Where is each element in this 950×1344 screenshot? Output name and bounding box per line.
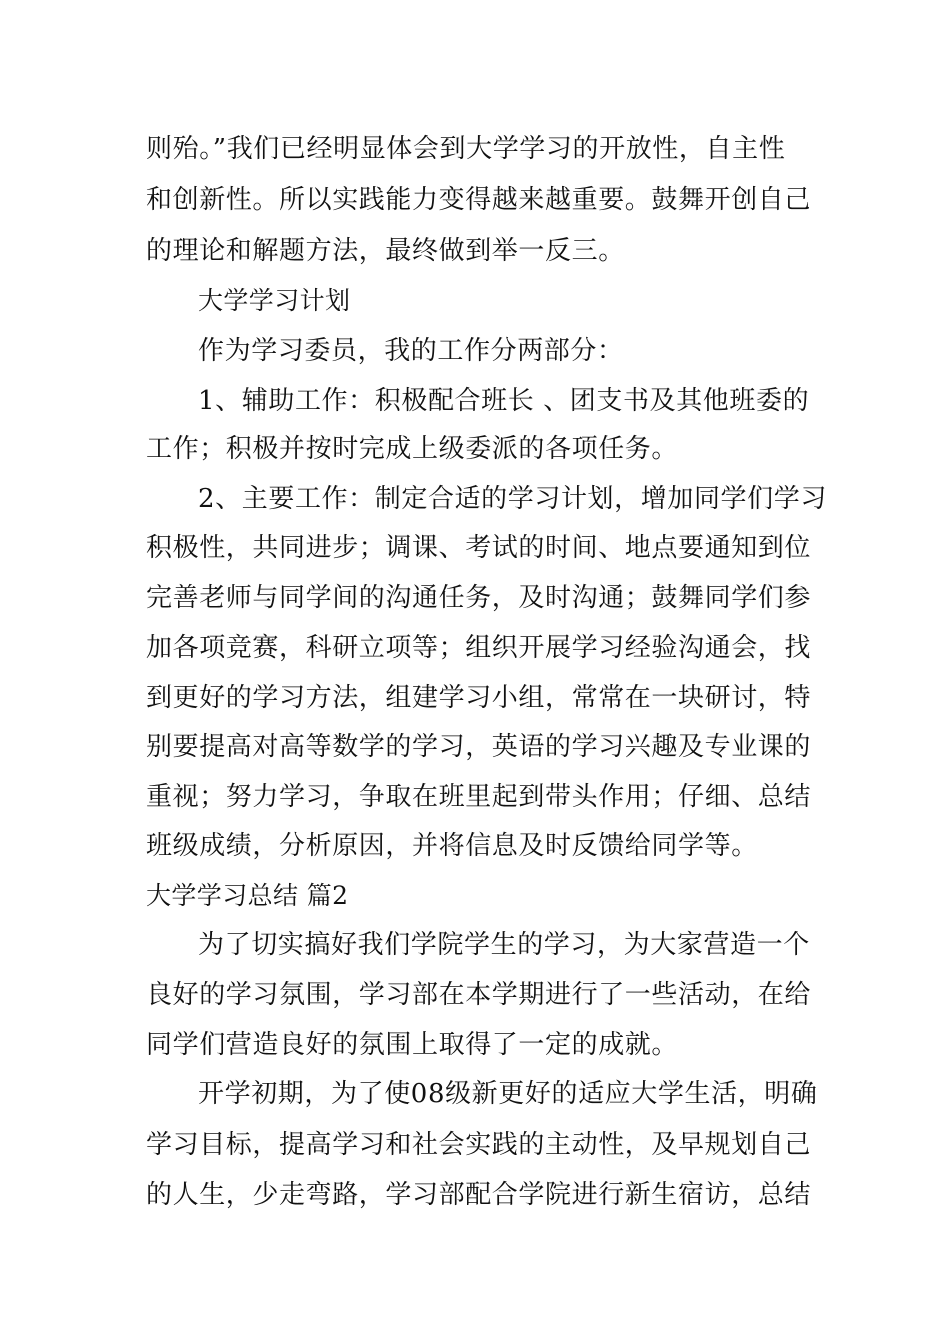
text-line: 和创新性。所以实践能力变得越来越重要。鼓舞开创自己 xyxy=(146,185,812,215)
text-line: 为了切实搞好我们学院学生的学习，为大家营造一个 xyxy=(198,930,810,960)
text-line: 积极性，共同进步；调课、考试的时间、地点要通知到位 xyxy=(146,533,812,563)
text-line: 的理论和解题方法，最终做到举一反三。 xyxy=(146,236,625,266)
text-line: 班级成绩，分析原因，并将信息及时反馈给同学等。 xyxy=(146,831,758,861)
text-line: 别要提高对高等数学的学习，英语的学习兴趣及专业课的 xyxy=(146,732,812,762)
text-line: 同学们营造良好的氛围上取得了一定的成就。 xyxy=(146,1030,679,1060)
text-line: 加各项竞赛，科研立项等；组织开展学习经验沟通会，找 xyxy=(146,633,812,663)
text-line: 工作；积极并按时完成上级委派的各项任务。 xyxy=(146,434,679,464)
text-line: 完善老师与同学间的沟通任务，及时沟通；鼓舞同学们参 xyxy=(146,583,812,613)
text-line: 良好的学习氛围，学习部在本学期进行了一些活动，在给 xyxy=(146,980,812,1010)
text-line: 1、辅助工作：积极配合班长 、团支书及其他班委的 xyxy=(198,386,810,416)
text-line: 到更好的学习方法，组建学习小组，常常在一块研讨，特 xyxy=(146,683,812,713)
text-line: 的人生，少走弯路，学习部配合学院进行新生宿访，总结 xyxy=(146,1180,812,1210)
text-line: 重视；努力学习，争取在班里起到带头作用；仔细、总结 xyxy=(146,782,812,812)
section-heading: 大学学习计划 xyxy=(198,286,351,315)
text-line: 则殆。”我们已经明显体会到大学学习的开放性，自主性 xyxy=(146,134,786,164)
text-line: 开学初期，为了使08级新更好的适应大学生活，明确 xyxy=(198,1079,818,1109)
text-line: 2、主要工作：制定合适的学习计划，增加同学们学习 xyxy=(198,484,827,514)
section-heading: 大学学习总结 篇2 xyxy=(146,881,349,910)
text-line: 学习目标，提高学习和社会实践的主动性，及早规划自己 xyxy=(146,1130,812,1160)
text-line: 作为学习委员，我的工作分两部分： xyxy=(198,336,624,366)
